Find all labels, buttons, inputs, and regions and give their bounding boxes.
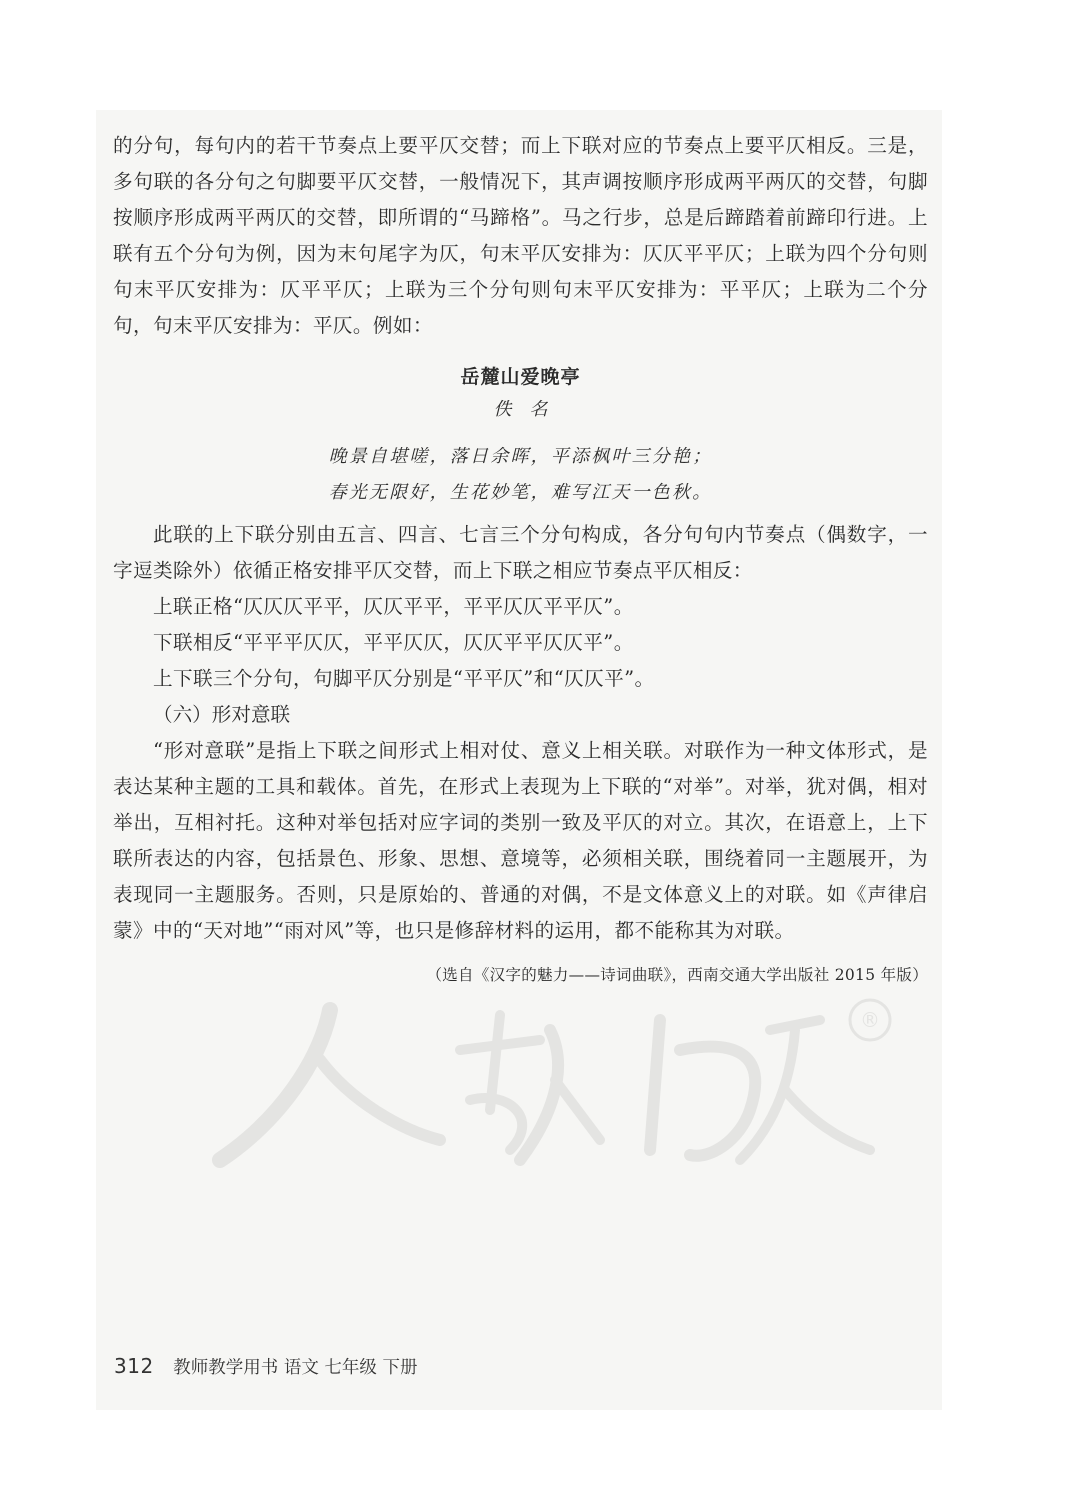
section-heading: （六）形对意联 — [153, 703, 291, 726]
sentence-feet-line: 上下联三个分句，句脚平仄分别是“平平仄”和“仄仄平”。 — [153, 667, 655, 690]
source-citation: （选自《汉字的魅力——诗词曲联》，西南交通大学出版社 2015 年版） — [426, 966, 928, 984]
page-footer — [114, 1354, 417, 1379]
document-body — [113, 128, 928, 985]
upper-pattern-line: 上联正格“仄仄仄平平，仄仄平平，平平仄仄平平仄”。 — [153, 595, 634, 618]
lower-pattern-line: 下联相反“平平平仄仄，平平仄仄，仄仄平平仄仄平”。 — [153, 631, 634, 654]
poem-line-upper: 晚景自堪嗟，落日余晖，平添枫叶三分艳； — [328, 446, 713, 467]
poem-author: 佚名 — [493, 399, 566, 420]
registered-mark: ® — [860, 1008, 880, 1032]
paragraph-analysis: 此联的上下联分别由五言、四言、七言三个分句构成，各分句句内节奏点（偶数字，一字逗类除外）依循正格安排平仄交替，而上下联之相应节奏点平仄相反： — [113, 523, 928, 582]
poem-title: 岳麓山爱晚亭 — [460, 366, 581, 388]
publisher-watermark-logo — [210, 990, 910, 1170]
paragraph-section-body: “形对意联”是指上下联之间形式上相对仗、意义上相关联。对联作为一种文体形式，是表达某种主题的工具和载体。首先，在形式上表现为上下联的“对举”。对举，犹对偶，相对举出，互相衬托。这种对举包括对应字词的类别一致及平仄的对立。其次，在语意上，上下联所表达的内容，包括景色、形象、思想、意境等，必须相关联，围绕着同一主题展开，为表现同一主题服务。否则，只是原始的、普通的对偶，不是文体意义上的对联。如《声律启蒙》中的“天对地”“雨对风”等，也只是修辞材料的运用，都不能称其为对联。 — [113, 739, 928, 942]
page-number: 312 — [114, 1354, 154, 1378]
book-title: 教师教学用书 语文 七年级 下册 — [173, 1358, 418, 1378]
poem-line-lower: 春光无限好，生花妙笔，难写江天一色秋。 — [328, 482, 713, 503]
paragraph-rules: 的分句，每句内的若干节奏点上要平仄交替；而上下联对应的节奏点上要平仄相反。三是，多句联的各分句之句脚要平仄交替，一般情况下，其声调按顺序形成两平两仄的交替，句脚按顺序形成两平两仄的交替，即所谓的“马蹄格”。马之行步，总是后蹄踏着前蹄印行进。上联有五个分句为例，因为末句尾字为仄，句末平仄安排为：仄仄平平仄；上联为四个分句则句末平仄安排为：仄平平仄；上联为三个分句则句末平仄安排为：平平仄；上联为二个分句，句末平仄安排为：平仄。例如： — [113, 134, 928, 337]
